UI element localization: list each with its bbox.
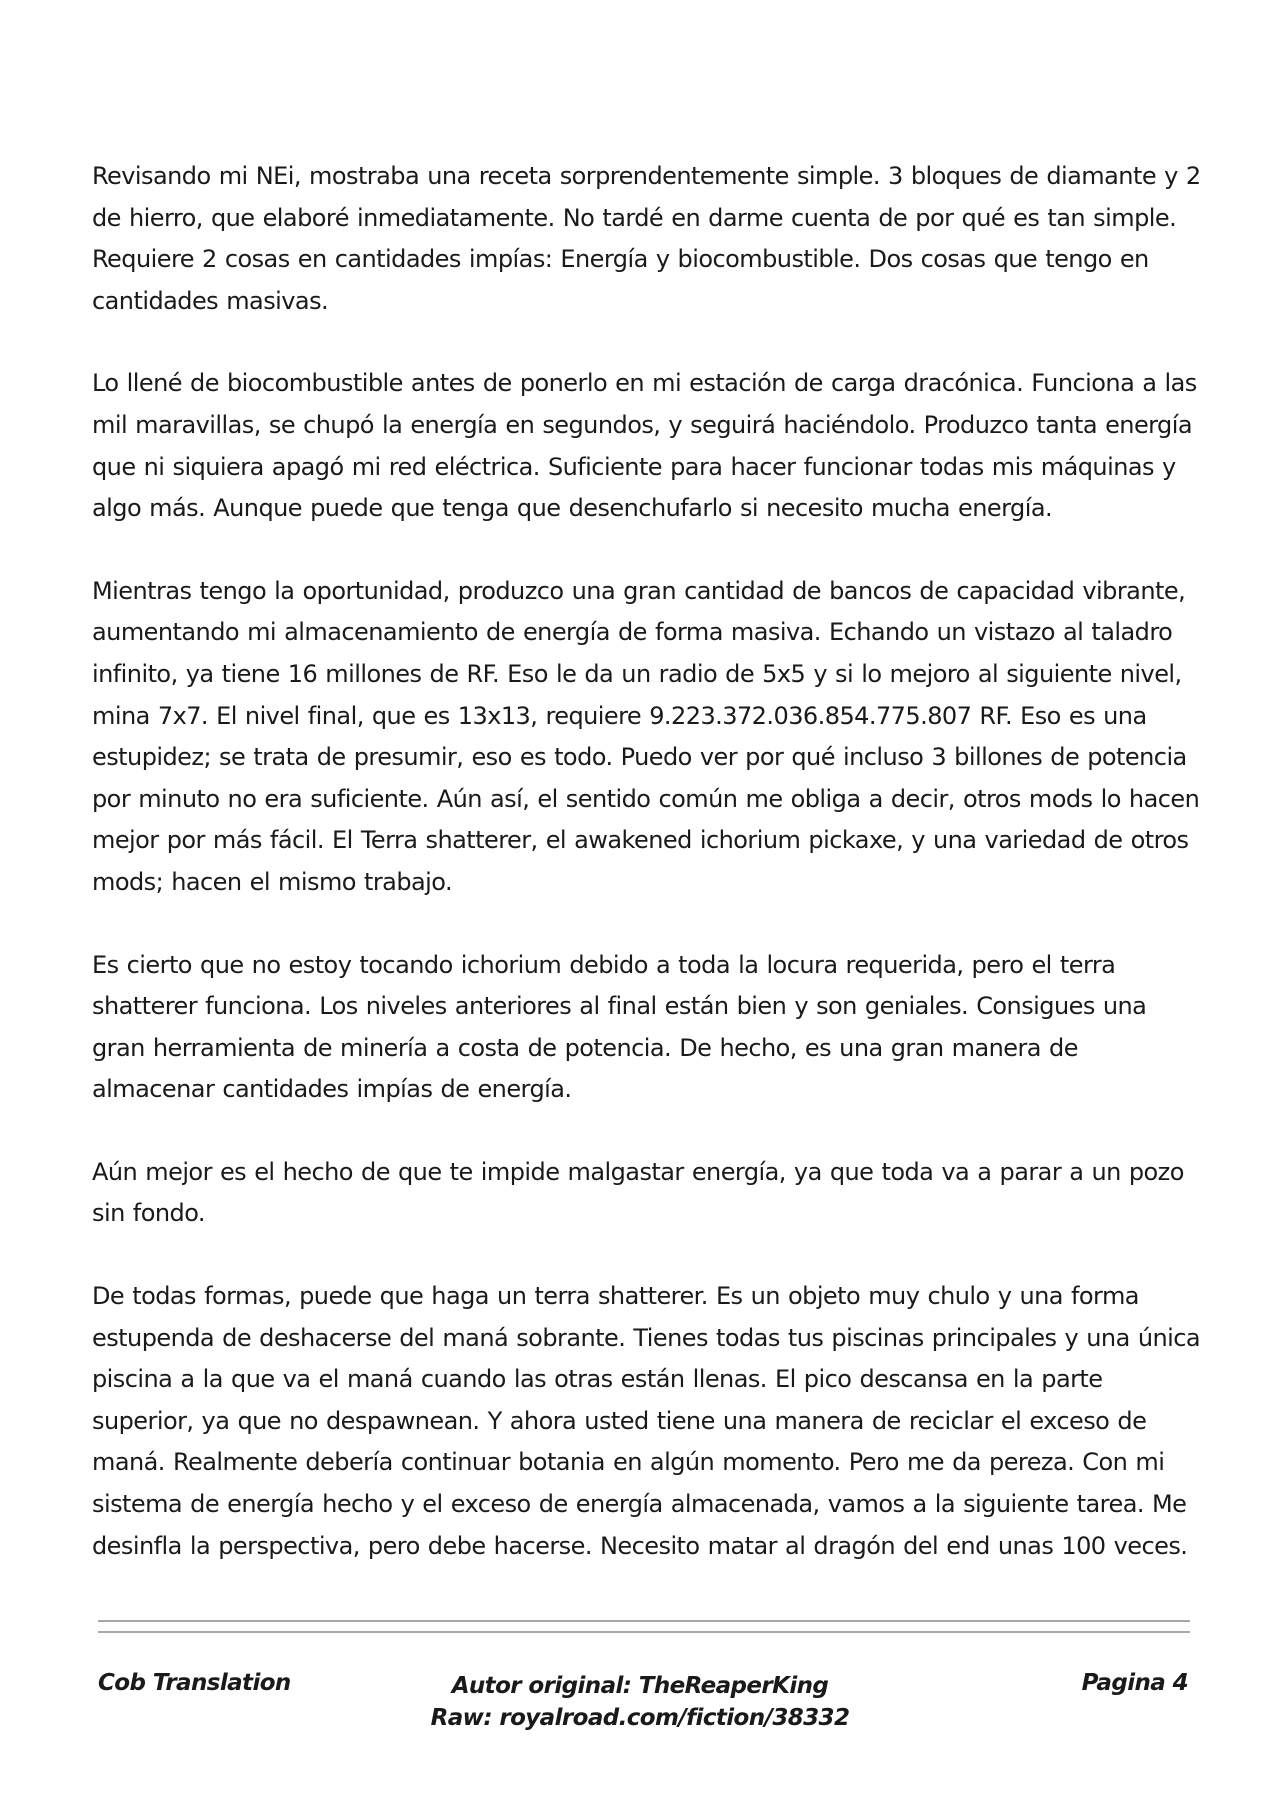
paragraph-4: Es cierto que no estoy tocando ichorium debido a toda la locura requerida, pero el terra shatterer funciona. Los niveles anteriores al final están bien y son geniales. Consigues una gran herramienta de minería a costa de potencia. De hecho, es una gran manera de almacenar cantidades impías de energía.: [92, 950, 1147, 1104]
paragraph-5: Aún mejor es el hecho de que te impide malgastar energía, ya que toda va a parar a un pozo sin fondo.: [92, 1157, 1184, 1228]
footer-raw-source: Raw: royalroad.com/fiction/38332: [430, 1705, 850, 1731]
paragraph-1: Revisando mi NEi, mostraba una receta sorprendentemente simple. 3 bloques de diamante y 2 de hierro, que elaboré inmediatamente. No tardé en darme cuenta de por qué es tan simple. Requiere 2 cosas en cantidades impías: Energía y biocombustible. Dos cosas que tengo en cantidades masivas.: [92, 162, 1201, 315]
footer-credits: [431, 1670, 850, 1734]
paragraph-6: De todas formas, puede que haga un terra shatterer. Es un objeto muy chulo y una forma estupenda de deshacerse del maná sobrante. Tienes todas tus piscinas principales y una única piscina a la que va el maná cuando las otras están llenas. El pico descansa en la parte superior, ya que no despawnean. Y ahora usted tiene una manera de reciclar el exceso de maná. Realmente debería continuar botania en algún momento. Pero me da pereza. Con mi sistema de energía hecho y el exceso de energía almacenada, vamos a la siguiente tarea. Me desinfla la perspectiva, pero debe hacerse. Necesito matar al dragón del end unas 100 veces.: [92, 1282, 1201, 1560]
footer-divider-bottom: [98, 1631, 1190, 1633]
footer-original-author: Autor original: TheReaperKing: [451, 1673, 829, 1699]
footer-translator: Cob Translation: [98, 1670, 291, 1696]
footer-page-number: Pagina 4: [1081, 1670, 1188, 1696]
footer-divider-top: [98, 1620, 1190, 1622]
paragraph-3: Mientras tengo la oportunidad, produzco una gran cantidad de bancos de capacidad vibrante, aumentando mi almacenamiento de energía de forma masiva. Echando un vistazo al taladro infinito, ya tiene 16 millones de RF. Eso le da un radio de 5x5 y si lo mejoro al siguiente nivel, mina 7x7. El nivel final, que es 13x13, requiere 9.223.372.036.854.775.807 RF. Eso es una estupidez; se trata de presumir, eso es todo. Puedo ver por qué incluso 3 billones de potencia por minuto no era suficiente. Aún así, el sentido común me obliga a decir, otros mods lo hacen mejor por más fácil. El Terra shatterer, el awakened ichorium pickaxe, y una variedad de otros mods; hacen el mismo trabajo.: [92, 576, 1200, 896]
paragraph-2: Lo llené de biocombustible antes de ponerlo en mi estación de carga dracónica. Funciona a las mil maravillas, se chupó la energía en segundos, y seguirá haciéndolo. Produzco tanta energía que ni siquiera apagó mi red eléctrica. Suficiente para hacer funcionar todas mis máquinas y algo más. Aunque puede que tenga que desenchufarlo si necesito mucha energía.: [92, 369, 1197, 523]
page-body: [92, 156, 1202, 1608]
